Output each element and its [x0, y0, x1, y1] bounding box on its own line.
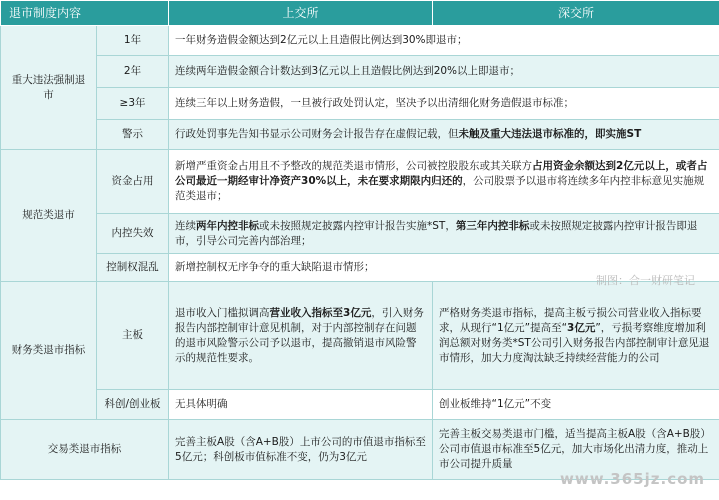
- rule-funds: 新增严重资金占用且不予整改的规范类退市情形，公司被控股股东或其关联方占用资金余额达到2亿元以上，或者占公司最近一期经审计净资产30%以上，未在要求期限内归还的，公司股票予以退市将连续多年内控非标意见实施规范类退市；: [169, 150, 719, 214]
- site-logo-watermark: www.365jz.com: [560, 470, 706, 488]
- rule-star-sse: 无具体明确: [169, 390, 433, 420]
- category-major-violation: 重大违法强制退市: [1, 26, 97, 150]
- category-financial: 财务类退市指标: [1, 282, 97, 420]
- sub-label-funds: 资金占用: [97, 150, 169, 214]
- table-row: [1, 120, 719, 150]
- category-norm: 规范类退市: [1, 150, 97, 282]
- sub-label-3-year: ≥3年: [97, 88, 169, 120]
- sub-label-star-gem: 科创/创业板: [97, 390, 169, 420]
- sub-label-control-chaos: 控制权混乱: [97, 254, 169, 282]
- table-row: [1, 214, 719, 254]
- rule-gem-szse: 创业板维持“1亿元”不变: [433, 390, 719, 420]
- header-szse-col: 深交所: [433, 1, 719, 26]
- rule-1-year: 一年财务造假金额达到2亿元以上且造假比例达到30%即退市；: [169, 26, 719, 56]
- header-content-col: 退市制度内容: [1, 1, 169, 26]
- rule-control-chaos: 新增控制权无序争夺的重大缺陷退市情形；: [169, 254, 719, 282]
- rule-main-board-szse: 严格财务类退市指标，提高主板亏损公司营业收入指标要求，从现行“1亿元”提高至“3亿元”，亏损考察维度增加利润总额对财务类*ST公司引入财务报告内部控制审计意见退市情形，加大力度淘汰缺乏持续经营能力的公司: [433, 282, 719, 390]
- sub-label-2-year: 2年: [97, 56, 169, 88]
- rule-trading-sse: 完善主板A股（含A+B股）上市公司的市值退市指标至5亿元；科创板市值标准不变，仍为3亿元: [169, 420, 433, 480]
- table-row: [1, 150, 719, 214]
- table-row: [1, 56, 719, 88]
- rule-internal-control: 连续两年内控非标或未按照规定披露内控审计报告实施*ST，第三年内控非标或未按照规定披露内控审计报告即退市，引导公司完善内部治理；: [169, 214, 719, 254]
- sub-label-internal-control: 内控失效: [97, 214, 169, 254]
- rule-warning: 行政处罚事先告知书显示公司财务会计报告存在虚假记载，但未触及重大违法退市标准的，即实施ST: [169, 120, 719, 150]
- table-row: [1, 390, 719, 420]
- header-sse-col: 上交所: [169, 1, 433, 26]
- rule-trading-szse: 完善主板交易类退市门槛，适当提高主板A股（含A+B股）公司市值退市标准至5亿元，加大市场化出清力度，推动上市公司提升质量: [433, 420, 719, 480]
- category-trading: 交易类退市指标: [1, 420, 169, 480]
- rule-3-year: 连续三年以上财务造假，一旦被行政处罚认定，坚决予以出清细化财务造假退市标准；: [169, 88, 719, 120]
- rule-main-board-sse: 退市收入门槛拟调高营业收入指标至3亿元，引入财务报告内部控制审计意见机制，对于内部控制存在问题的退市风险警示公司予以退市，提高撤销退市风险警示的规范性要求。: [169, 282, 433, 390]
- rule-2-year: 连续两年造假金额合计数达到3亿元以上且造假比例达到20%以上即退市；: [169, 56, 719, 88]
- header-row: [1, 1, 719, 26]
- sub-label-main-board: 主板: [97, 282, 169, 390]
- table-row: [1, 282, 719, 390]
- table-row: [1, 26, 719, 56]
- sub-label-1-year: 1年: [97, 26, 169, 56]
- sub-label-warning: 警示: [97, 120, 169, 150]
- table-row: [1, 88, 719, 120]
- source-watermark: 制图：合一财研笔记: [596, 274, 695, 287]
